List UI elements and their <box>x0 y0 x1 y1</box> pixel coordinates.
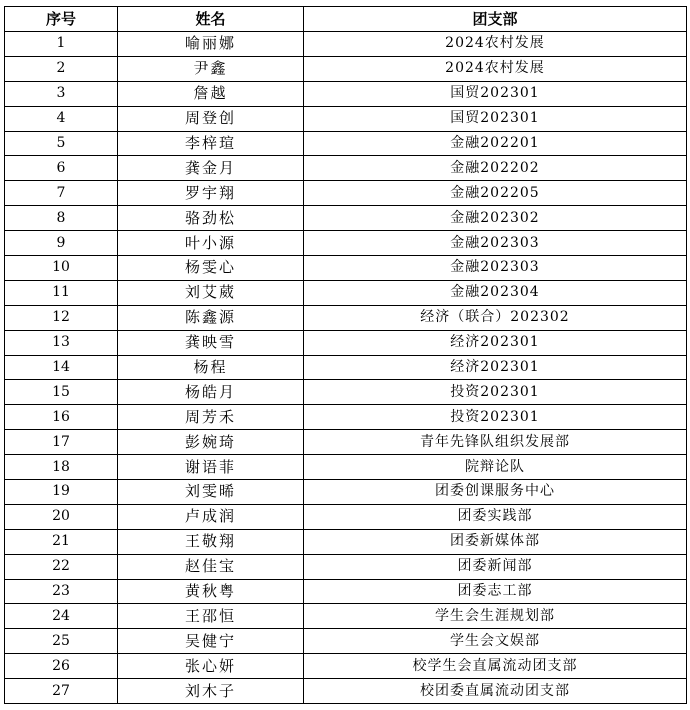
row-index: 19 <box>5 480 118 505</box>
row-index: 9 <box>5 231 118 256</box>
row-index: 23 <box>5 579 118 604</box>
row-name: 罗宇翔 <box>118 181 304 206</box>
row-index: 26 <box>5 654 118 679</box>
table-row <box>5 405 687 430</box>
row-index: 27 <box>5 679 118 704</box>
row-index: 3 <box>5 81 118 106</box>
row-name: 喻丽娜 <box>118 32 304 57</box>
table-row <box>5 480 687 505</box>
row-index: 25 <box>5 629 118 654</box>
row-branch: 学生会生涯规划部 <box>304 604 687 629</box>
header-branch: 团支部 <box>304 7 687 32</box>
row-branch: 金融202303 <box>304 256 687 281</box>
row-branch: 国贸202301 <box>304 106 687 131</box>
row-name: 黄秋粤 <box>118 579 304 604</box>
row-branch: 学生会文娱部 <box>304 629 687 654</box>
table-row <box>5 330 687 355</box>
row-branch: 金融202205 <box>304 181 687 206</box>
row-branch: 2024农村发展 <box>304 56 687 81</box>
row-name: 叶小源 <box>118 231 304 256</box>
row-name: 刘木子 <box>118 679 304 704</box>
table-row <box>5 305 687 330</box>
row-branch: 校团委直属流动团支部 <box>304 679 687 704</box>
row-name: 詹越 <box>118 81 304 106</box>
row-name: 龚金月 <box>118 156 304 181</box>
row-index: 11 <box>5 280 118 305</box>
row-name: 赵佳宝 <box>118 554 304 579</box>
row-index: 20 <box>5 504 118 529</box>
row-name: 卢成润 <box>118 504 304 529</box>
table-row <box>5 654 687 679</box>
row-name: 彭婉琦 <box>118 430 304 455</box>
row-index: 8 <box>5 206 118 231</box>
row-branch: 金融202201 <box>304 131 687 156</box>
header-name: 姓名 <box>118 7 304 32</box>
row-name: 王敬翔 <box>118 529 304 554</box>
table-row <box>5 181 687 206</box>
row-branch: 金融202302 <box>304 206 687 231</box>
row-name: 杨雯心 <box>118 256 304 281</box>
row-branch: 经济202301 <box>304 330 687 355</box>
row-name: 刘艾葳 <box>118 280 304 305</box>
row-branch: 金融202202 <box>304 156 687 181</box>
table-row <box>5 32 687 57</box>
table-row <box>5 231 687 256</box>
table-row <box>5 554 687 579</box>
table-row <box>5 131 687 156</box>
row-index: 24 <box>5 604 118 629</box>
row-index: 13 <box>5 330 118 355</box>
row-index: 6 <box>5 156 118 181</box>
row-index: 2 <box>5 56 118 81</box>
row-name: 尹鑫 <box>118 56 304 81</box>
row-name: 杨皓月 <box>118 380 304 405</box>
row-branch: 投资202301 <box>304 380 687 405</box>
header-index: 序号 <box>5 7 118 32</box>
row-index: 15 <box>5 380 118 405</box>
row-branch: 校学生会直属流动团支部 <box>304 654 687 679</box>
row-branch: 经济（联合）202302 <box>304 305 687 330</box>
row-name: 杨程 <box>118 355 304 380</box>
row-index: 1 <box>5 32 118 57</box>
row-name: 谢语菲 <box>118 455 304 480</box>
row-name: 刘雯晞 <box>118 480 304 505</box>
table-row <box>5 579 687 604</box>
row-branch: 国贸202301 <box>304 81 687 106</box>
table-row <box>5 106 687 131</box>
table-row <box>5 256 687 281</box>
row-index: 10 <box>5 256 118 281</box>
row-index: 7 <box>5 181 118 206</box>
row-branch: 经济202301 <box>304 355 687 380</box>
table-row <box>5 56 687 81</box>
row-name: 吴健宁 <box>118 629 304 654</box>
row-name: 王邵恒 <box>118 604 304 629</box>
table-row <box>5 81 687 106</box>
row-index: 18 <box>5 455 118 480</box>
table-row <box>5 156 687 181</box>
row-name: 龚映雪 <box>118 330 304 355</box>
table-row <box>5 280 687 305</box>
table-header <box>5 7 687 32</box>
row-index: 22 <box>5 554 118 579</box>
row-name: 李梓瑄 <box>118 131 304 156</box>
row-name: 张心妍 <box>118 654 304 679</box>
row-branch: 青年先锋队组织发展部 <box>304 430 687 455</box>
row-name: 陈鑫源 <box>118 305 304 330</box>
row-branch: 2024农村发展 <box>304 32 687 57</box>
table-row <box>5 629 687 654</box>
row-branch: 团委志工部 <box>304 579 687 604</box>
row-name: 周芳禾 <box>118 405 304 430</box>
row-branch: 团委创课服务中心 <box>304 480 687 505</box>
header-row <box>5 7 687 32</box>
row-branch: 团委新闻部 <box>304 554 687 579</box>
table-row <box>5 604 687 629</box>
row-index: 21 <box>5 529 118 554</box>
row-index: 16 <box>5 405 118 430</box>
row-index: 14 <box>5 355 118 380</box>
row-index: 17 <box>5 430 118 455</box>
row-branch: 金融202304 <box>304 280 687 305</box>
row-branch: 团委新媒体部 <box>304 529 687 554</box>
row-branch: 团委实践部 <box>304 504 687 529</box>
row-branch: 院辩论队 <box>304 455 687 480</box>
row-index: 4 <box>5 106 118 131</box>
table-body <box>5 32 687 704</box>
row-branch: 金融202303 <box>304 231 687 256</box>
table-row <box>5 206 687 231</box>
row-name: 骆劲松 <box>118 206 304 231</box>
table-row <box>5 504 687 529</box>
row-branch: 投资202301 <box>304 405 687 430</box>
row-name: 周登创 <box>118 106 304 131</box>
table-row <box>5 529 687 554</box>
member-table <box>4 6 687 704</box>
table-row <box>5 380 687 405</box>
row-index: 12 <box>5 305 118 330</box>
table-row <box>5 679 687 704</box>
table-row <box>5 455 687 480</box>
row-index: 5 <box>5 131 118 156</box>
table-row <box>5 355 687 380</box>
table-row <box>5 430 687 455</box>
